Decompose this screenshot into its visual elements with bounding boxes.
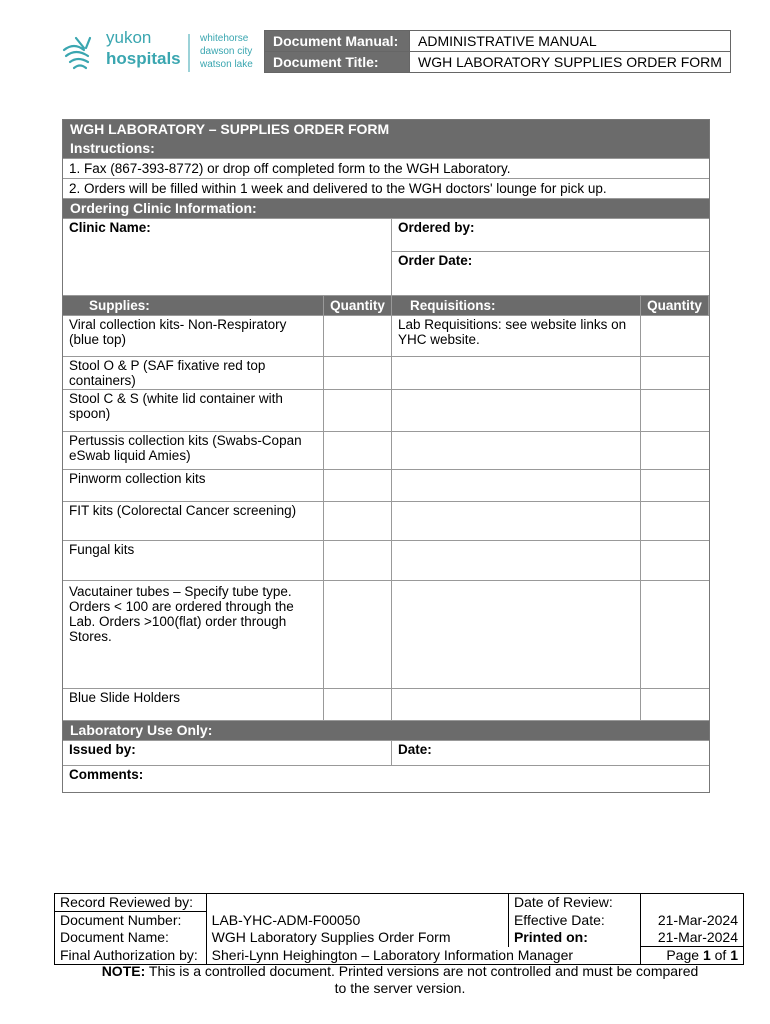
supply-item: Stool O & P (SAF fixative red top containers) xyxy=(63,357,324,389)
supply-row xyxy=(63,389,709,431)
supply-row xyxy=(63,431,709,469)
logo-site: whitehorse xyxy=(200,33,249,44)
requisition-quantity-field[interactable] xyxy=(641,581,709,688)
final-auth-label: Final Authorization by: xyxy=(55,947,207,965)
requisition-cell xyxy=(392,357,641,389)
logo-text-hospitals: hospitals xyxy=(106,49,181,68)
requisition-quantity-field[interactable] xyxy=(641,689,709,720)
supply-item: Pinworm collection kits xyxy=(63,470,324,501)
supply-item: FIT kits (Colorectal Cancer screening) xyxy=(63,502,324,540)
reviewed-by-value xyxy=(206,894,508,912)
manual-label: Document Manual: xyxy=(265,31,410,52)
date-field[interactable] xyxy=(392,741,709,765)
supply-item: Vacutainer tubes – Specify tube type. Orders < 100 are ordered through the Lab. Orders >100(flat) order through Stores. xyxy=(63,581,324,688)
supply-item: Fungal kits xyxy=(63,541,324,580)
requisition-cell xyxy=(392,470,641,501)
date-review-value xyxy=(640,894,743,912)
supply-row xyxy=(63,356,709,389)
clinic-name-label: Clinic Name: xyxy=(69,220,151,235)
requisition-quantity-field[interactable] xyxy=(641,470,709,501)
title-value: WGH LABORATORY SUPPLIES ORDER FORM xyxy=(410,52,731,73)
requisition-cell xyxy=(392,541,641,580)
page-indicator xyxy=(640,947,743,965)
supply-quantity-field[interactable] xyxy=(324,316,392,356)
doc-name-label: Document Name: xyxy=(55,929,207,947)
requisition-cell xyxy=(392,432,641,469)
order-form xyxy=(62,119,710,793)
requisition-cell xyxy=(392,581,641,688)
requisition-cell xyxy=(392,390,641,431)
supplies-header-row xyxy=(63,295,709,315)
requisition-quantity-field[interactable] xyxy=(641,432,709,469)
requisition-quantity-field[interactable] xyxy=(641,502,709,540)
requisition-cell xyxy=(392,689,641,720)
ordered-by-block xyxy=(392,219,709,295)
printed-value: 21-Mar-2024 xyxy=(640,929,743,947)
reviewed-by-label: Record Reviewed by: xyxy=(55,894,207,912)
supply-quantity-field[interactable] xyxy=(324,581,392,688)
instruction-line: 1. Fax (867-393-8772) or drop off completed form to the WGH Laboratory. xyxy=(63,158,709,178)
supply-quantity-field[interactable] xyxy=(324,357,392,389)
date-review-label: Date of Review: xyxy=(508,894,640,912)
supply-item: Pertussis collection kits (Swabs-Copan eSwab liquid Amies) xyxy=(63,432,324,469)
page-word: Page xyxy=(666,947,700,963)
logo-site: watson lake xyxy=(200,59,253,70)
quantity-header-2: Quantity xyxy=(641,296,709,315)
logo-site: dawson city xyxy=(200,46,253,57)
doc-number-value: LAB-YHC-ADM-F00050 xyxy=(206,912,508,930)
ordered-by-field[interactable] xyxy=(392,219,709,251)
supply-row xyxy=(63,315,709,356)
ordered-by-label: Ordered by: xyxy=(398,220,475,235)
requisition-quantity-field[interactable] xyxy=(641,316,709,356)
page-of: of xyxy=(714,947,727,963)
supply-row xyxy=(63,501,709,540)
order-date-field[interactable] xyxy=(392,251,709,295)
supply-quantity-field[interactable] xyxy=(324,432,392,469)
final-auth-value: Sheri-Lynn Heighington – Laboratory Information Manager xyxy=(206,947,640,965)
supply-quantity-field[interactable] xyxy=(324,390,392,431)
requisition-quantity-field[interactable] xyxy=(641,357,709,389)
issued-by-field[interactable] xyxy=(63,741,392,765)
page-number: 1 xyxy=(702,947,711,963)
controlled-document-note xyxy=(100,963,700,997)
supply-row xyxy=(63,540,709,580)
yukon-hospitals-logo xyxy=(54,28,254,78)
effective-value: 21-Mar-2024 xyxy=(640,912,743,930)
form-title: WGH LABORATORY – SUPPLIES ORDER FORM xyxy=(63,120,709,139)
requisitions-header: Requisitions: xyxy=(392,296,641,315)
instructions-heading: Instructions: xyxy=(63,139,709,158)
supply-item: Viral collection kits- Non-Respiratory (blue top) xyxy=(63,316,324,356)
supply-item: Blue Slide Holders xyxy=(63,689,324,720)
supply-item: Stool C & S (white lid container with spoon) xyxy=(63,390,324,431)
manual-value: ADMINISTRATIVE MANUAL xyxy=(410,31,731,52)
supply-quantity-field[interactable] xyxy=(324,470,392,501)
quantity-header: Quantity xyxy=(324,296,392,315)
document-footer-table xyxy=(54,893,744,965)
supply-row xyxy=(63,688,709,720)
doc-number-label: Document Number: xyxy=(55,912,207,930)
lab-use-row xyxy=(63,740,709,765)
requisition-cell xyxy=(392,502,641,540)
requisition-cell: Lab Requisitions: see website links on YHC website. xyxy=(392,316,641,356)
lab-use-heading: Laboratory Use Only: xyxy=(63,720,709,740)
supply-row xyxy=(63,469,709,501)
issued-by-label: Issued by: xyxy=(69,742,136,757)
date-label: Date: xyxy=(398,742,432,757)
instruction-line: 2. Orders will be filled within 1 week and delivered to the WGH doctors' lounge for pick up. xyxy=(63,178,709,198)
effective-label: Effective Date: xyxy=(508,912,640,930)
comments-row xyxy=(63,765,709,792)
requisition-quantity-field[interactable] xyxy=(641,390,709,431)
doc-name-value: WGH Laboratory Supplies Order Form xyxy=(206,929,508,947)
note-bold: NOTE: xyxy=(101,963,146,979)
logo-sites xyxy=(200,32,253,71)
comments-field[interactable] xyxy=(63,766,709,792)
note-text: This is a controlled document. Printed versions are not controlled and must be compared to the server version. xyxy=(145,963,699,996)
title-label: Document Title: xyxy=(265,52,410,73)
clinic-name-field[interactable] xyxy=(63,219,392,295)
comments-label: Comments: xyxy=(69,767,144,782)
supplies-header: Supplies: xyxy=(63,296,324,315)
clinic-info-heading: Ordering Clinic Information: xyxy=(63,198,709,218)
clinic-info-row xyxy=(63,218,709,295)
supply-quantity-field[interactable] xyxy=(324,502,392,540)
logo-text-yukon: yukon xyxy=(106,28,152,47)
supply-quantity-field[interactable] xyxy=(324,541,392,580)
order-date-label: Order Date: xyxy=(398,253,473,268)
printed-label: Printed on: xyxy=(508,929,640,947)
supply-row xyxy=(63,580,709,688)
supply-quantity-field[interactable] xyxy=(324,689,392,720)
requisition-quantity-field[interactable] xyxy=(641,541,709,580)
page-total: 1 xyxy=(730,947,738,963)
document-header-table xyxy=(264,30,731,73)
